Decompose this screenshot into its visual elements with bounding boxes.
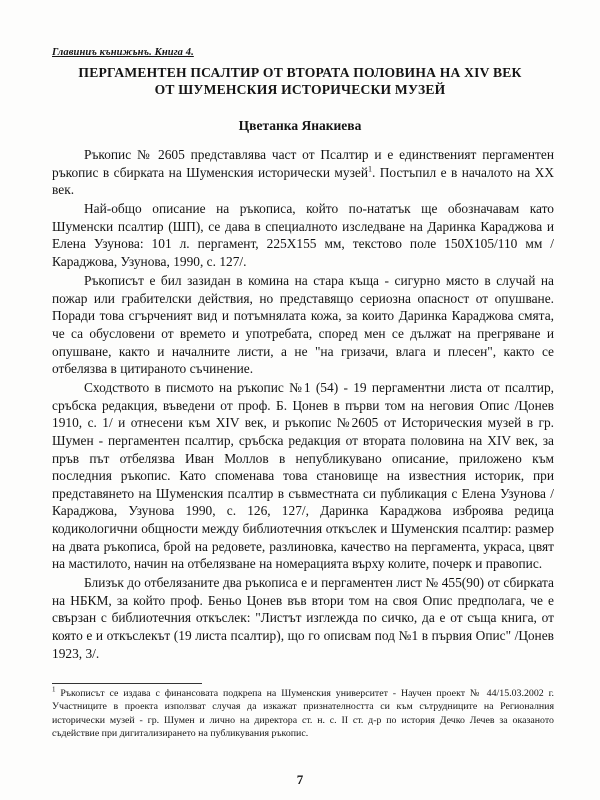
article-body — [52, 146, 554, 664]
paragraph-text: Ръкопис № 2605 представлява част от Псалтир и е единственият пергаментен ръкопис в сбирката на Шуменския исторически музей — [52, 147, 554, 180]
paragraph-text: . Постъпил е в началото на XX век. — [52, 164, 554, 198]
footnote-divider — [52, 683, 202, 684]
title-line-1: ПЕРГАМЕНТЕН ПСАЛТИР ОТ ВТОРАТА ПОЛОВИНА НА XIV ВЕК — [78, 65, 522, 80]
series-header: Главиниъ кънижьнъ. Книга 4. — [52, 47, 194, 58]
article-title — [40, 64, 560, 98]
footnote-mark: 1 — [52, 685, 56, 694]
footnote — [52, 687, 554, 740]
title-line-2: ОТ ШУМЕНСКИЯ ИСТОРИЧЕСКИ МУЗЕЙ — [154, 82, 446, 97]
paragraph: Ръкописът е бил зазидан в комина на стара къща - сигурно място в случай на пожар или грабителски действия, но представящо сериозна опасност от опушване. Поради това сгърченият вид и потъмнялата кожа, за които Даринка Караджова смята, че са обусловени от времето и употребата, според мен се дължат на прегряване и опушване, както и началните листи, а не "на гризачи, влага и плесен", както се отбелязва в цитираното съчинение. — [52, 273, 554, 377]
author-name: Цветанка Янакиева — [238, 118, 362, 133]
paragraph: Сходството в писмото на ръкопис №1 (54) - 19 пергаментни листа от псалтир, сръбска редакция, въведени от проф. Б. Цонев в първи том на неговия Опис /Цонев 1910, с. 1/ и отнесени към XIV век, и ръкопис №2605 от Историческия музей в гр. Шумен - пергаментен псалтир, сръбска редакция от втората половина на XIV век, за пръв път отбелязва Иван Моллов в непубликувано описание, приложено към последния ръкопис. Като споменава това становище на известния историк, при представянето на Шуменския псалтир в съвместната си публикация с Елена Узунова /Караджова, Узунова 1990, с. 126, 127/, Даринка Караджова изброява редица кодикологични общности между библиотечния откъслек и Шуменския псалтир: размер на двата ръкописа, брой на редовете, разлиновка, качество на пергамента, украса, цвят на мастилото, начин на отбелязване на номерацията върху колите, почерк и правопис. — [52, 380, 554, 572]
paragraph — [52, 146, 554, 199]
page-number: 7 — [296, 772, 304, 787]
paragraph: Най-общо описание на ръкописа, който по-нататък ще обозначавам като Шуменски псалтир (ШП), се дава в специалното изследване на Даринка Караджова и Елена Узунова: 101 л. пергамент, 225X155 мм, текстово поле 150X105/110 мм /Караджова, Узунова, 1990, с. 127/. — [52, 201, 554, 270]
footnote-reference[interactable]: 1 — [367, 164, 372, 174]
footnote-text: Ръкописът се издава с финансовата подкрепа на Шуменския университет - Научен проект № 44/15.03.2002 г. Участниците в проекта използват случая да изкажат признателността си към сътрудниците на Регионалния исторически музей - гр. Шумен и лично на директора ст. н. с. II ст. д-р по история Дечко Лечев за оказаното съдействие при дигитализирането на публикувания ръкопис. — [52, 688, 554, 739]
paragraph: Близък до отбелязаните два ръкописа е и пергаментен лист № 455(90) от сбирката на НБКМ, за който проф. Беньо Цонев във втори том на своя Опис предполага, че е свързан с библиотечния откъслек: "Листът изглежда по сичко, да е от съща книга, от която е и откъслекът (19 листа псалтир), що го описвам под №1 в първия Опис" /Цонев 1923, 3/. — [52, 575, 554, 661]
